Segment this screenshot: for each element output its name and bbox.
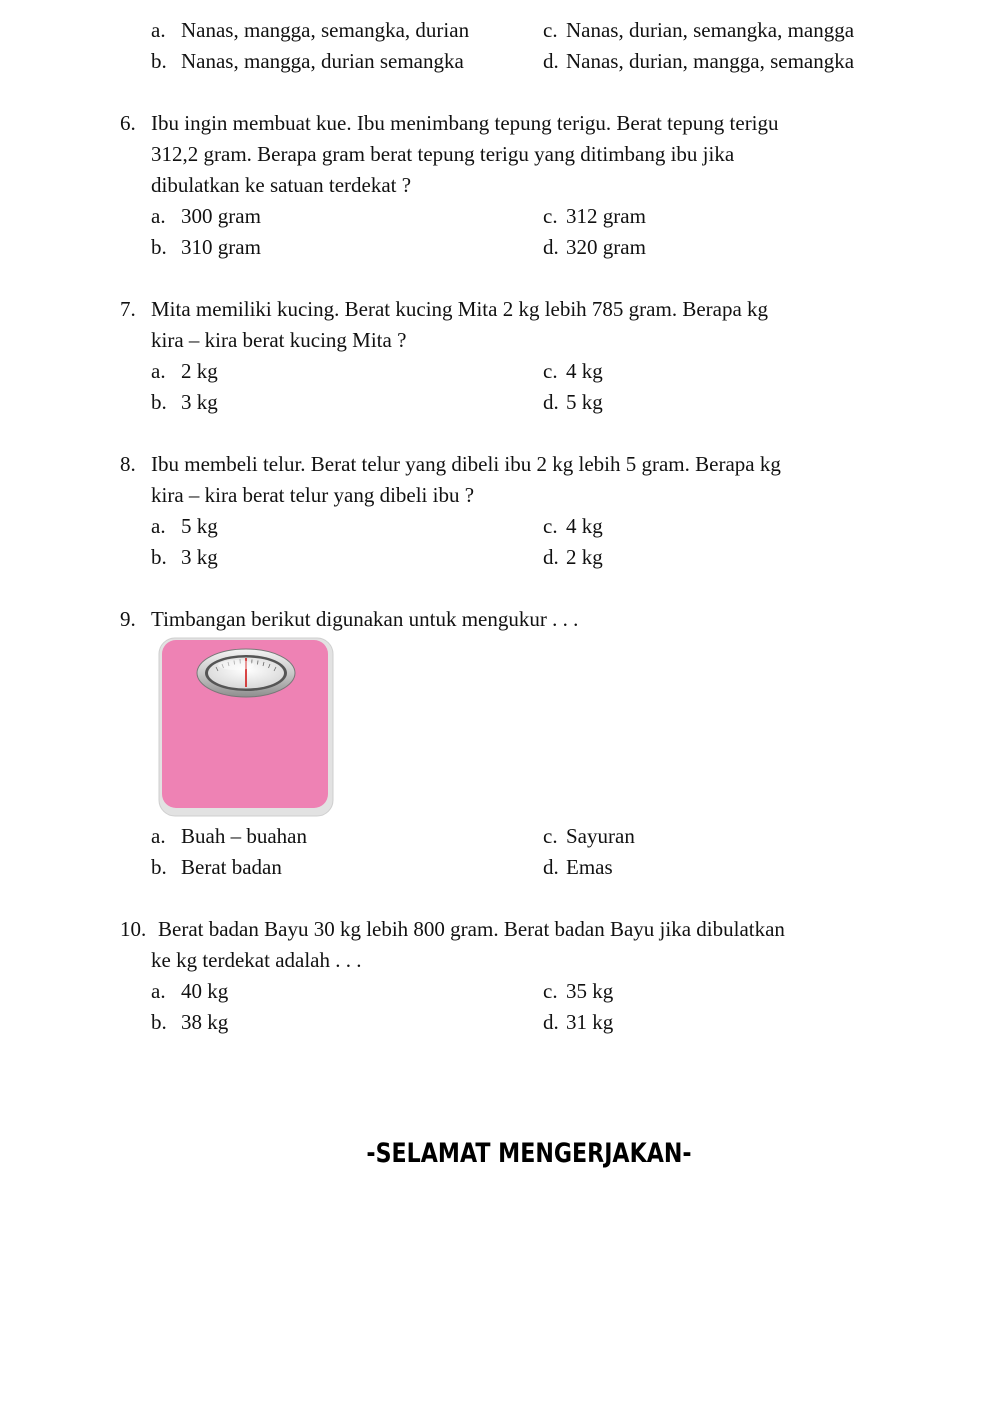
option-label: a. xyxy=(151,824,166,848)
option-text: Nanas, mangga, semangka, durian xyxy=(181,18,470,42)
option-text: 310 gram xyxy=(181,235,261,259)
option-text: 300 gram xyxy=(181,204,261,228)
option-text: 312 gram xyxy=(566,204,646,228)
option-label: a. xyxy=(151,359,166,383)
closing-message: -SELAMAT MENGERJAKAN- xyxy=(366,1138,692,1169)
question-number: 7. xyxy=(120,297,136,321)
option-text: 4 kg xyxy=(566,359,603,383)
option-label: b. xyxy=(151,1010,167,1034)
question-text: Mita memiliki kucing. Berat kucing Mita 2 kg lebih 785 gram. Berapa kg xyxy=(151,297,769,321)
question-text: Ibu membeli telur. Berat telur yang dibeli ibu 2 kg lebih 5 gram. Berapa kg xyxy=(151,452,781,476)
option-label: b. xyxy=(151,49,167,73)
question-number: 8. xyxy=(120,452,136,476)
option-label: d. xyxy=(543,1010,559,1034)
option-text: 5 kg xyxy=(566,390,603,414)
option-label: a. xyxy=(151,18,166,42)
option-text: 5 kg xyxy=(181,514,218,538)
option-label: c. xyxy=(543,18,558,42)
question-text: kira – kira berat kucing Mita ? xyxy=(151,328,407,352)
option-text: 2 kg xyxy=(181,359,218,383)
option-text: 2 kg xyxy=(566,545,603,569)
question-text: kira – kira berat telur yang dibeli ibu ? xyxy=(151,483,475,507)
question-text: ke kg terdekat adalah . . . xyxy=(151,948,362,972)
option-label: d. xyxy=(543,545,559,569)
question-text: Berat badan Bayu 30 kg lebih 800 gram. Berat badan Bayu jika dibulatkan xyxy=(158,917,785,941)
option-text: 38 kg xyxy=(181,1010,229,1034)
option-label: c. xyxy=(543,979,558,1003)
option-label: c. xyxy=(543,359,558,383)
option-label: d. xyxy=(543,855,559,879)
option-label: c. xyxy=(543,514,558,538)
question-text: Ibu ingin membuat kue. Ibu menimbang tepung terigu. Berat tepung terigu xyxy=(151,111,779,135)
option-text: Buah – buahan xyxy=(181,824,307,848)
option-label: c. xyxy=(543,824,558,848)
option-label: a. xyxy=(151,514,166,538)
option-text: 3 kg xyxy=(181,390,218,414)
option-label: d. xyxy=(543,235,559,259)
option-label: b. xyxy=(151,855,167,879)
option-text: Nanas, durian, semangka, mangga xyxy=(566,18,855,42)
option-text: Sayuran xyxy=(566,824,635,848)
question-text: 312,2 gram. Berapa gram berat tepung terigu yang ditimbang ibu jika xyxy=(151,142,735,166)
option-label: b. xyxy=(151,545,167,569)
option-label: d. xyxy=(543,49,559,73)
option-label: a. xyxy=(151,204,166,228)
option-text: Nanas, mangga, durian semangka xyxy=(181,49,464,73)
option-text: Nanas, durian, mangga, semangka xyxy=(566,49,855,73)
option-text: Emas xyxy=(566,855,613,879)
option-text: 320 gram xyxy=(566,235,646,259)
option-label: d. xyxy=(543,390,559,414)
option-label: c. xyxy=(543,204,558,228)
option-label: a. xyxy=(151,979,166,1003)
option-label: b. xyxy=(151,390,167,414)
option-text: 40 kg xyxy=(181,979,229,1003)
option-text: 35 kg xyxy=(566,979,614,1003)
question-number: 9. xyxy=(120,607,136,631)
option-text: 3 kg xyxy=(181,545,218,569)
bathroom-scale-icon xyxy=(158,637,334,817)
question-text: Timbangan berikut digunakan untuk mengukur . . . xyxy=(151,607,579,631)
option-text: 31 kg xyxy=(566,1010,614,1034)
option-text: Berat badan xyxy=(181,855,282,879)
question-text: dibulatkan ke satuan terdekat ? xyxy=(151,173,412,197)
option-text: 4 kg xyxy=(566,514,603,538)
question-number: 6. xyxy=(120,111,136,135)
option-label: b. xyxy=(151,235,167,259)
question-number: 10. xyxy=(120,917,147,941)
